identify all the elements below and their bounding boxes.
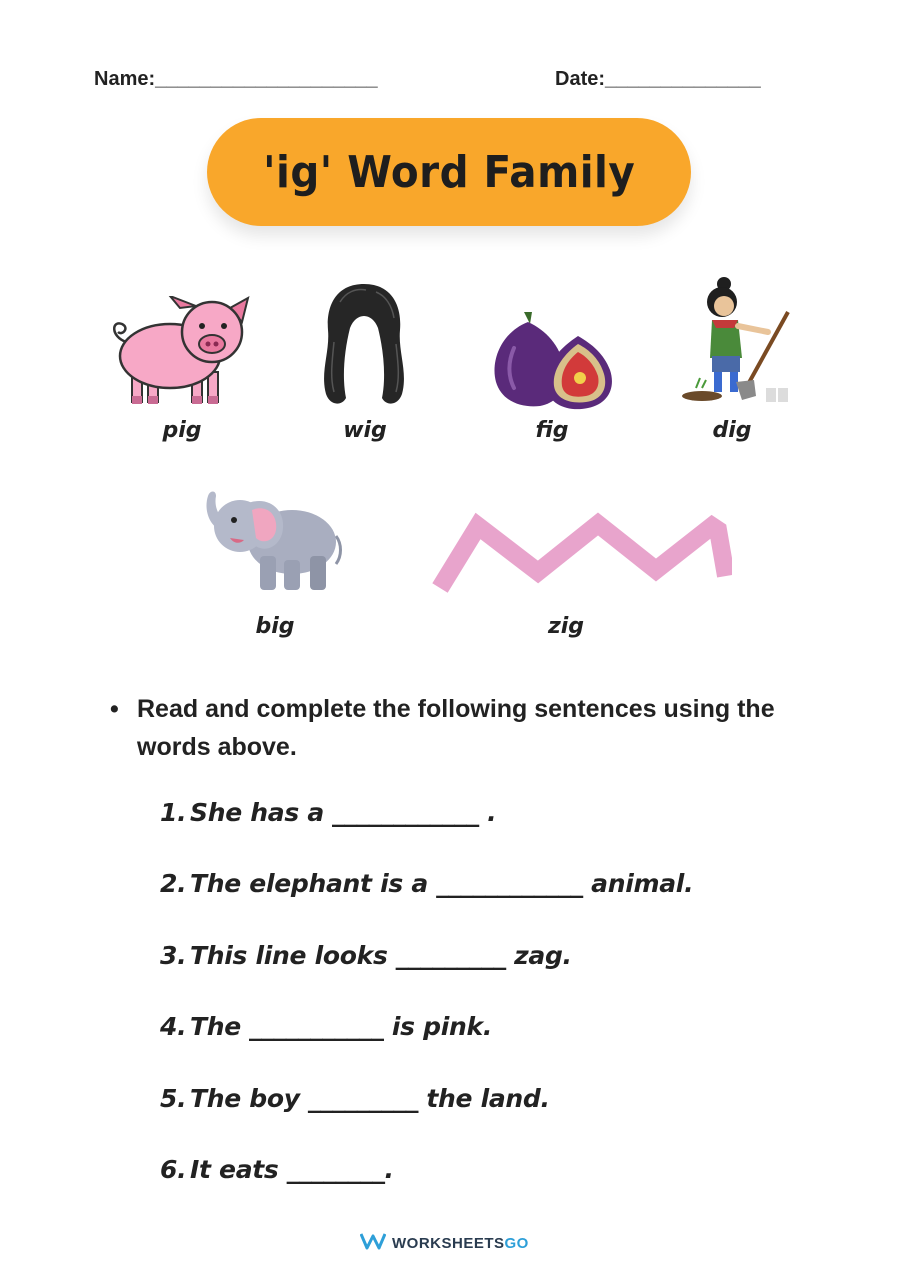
question-number: 1.	[160, 798, 187, 827]
question-3	[160, 941, 572, 970]
question-text: This line looks _________ zag.	[190, 941, 572, 970]
name-field-label: Name:____________________	[94, 68, 378, 90]
question-5	[160, 1084, 550, 1113]
wig-icon	[316, 282, 412, 410]
question-number: 2.	[160, 869, 187, 898]
word-label-pig: pig	[162, 418, 202, 443]
question-2	[160, 869, 693, 898]
question-text: It eats ________.	[190, 1155, 394, 1184]
question-number: 5.	[160, 1084, 187, 1113]
date-field-label: Date:______________	[555, 68, 761, 90]
question-6	[160, 1155, 394, 1184]
word-label-wig: wig	[343, 418, 387, 443]
question-text: The elephant is a ____________ animal.	[190, 869, 694, 898]
word-label-dig: dig	[712, 418, 752, 443]
question-number: 6.	[160, 1155, 187, 1184]
question-text: The boy _________ the land.	[190, 1084, 550, 1113]
question-number: 4.	[160, 1012, 187, 1041]
instruction	[110, 690, 810, 766]
bullet-marker: •	[110, 695, 119, 723]
dig-icon	[676, 276, 792, 410]
footer-brand	[360, 1232, 529, 1254]
instruction-text: Read and complete the following sentences using the words above.	[137, 695, 775, 761]
word-label-fig: fig	[535, 418, 569, 443]
page-title: 'ig' Word Family	[262, 146, 636, 198]
question-1	[160, 798, 496, 827]
worksheetsgo-logo-icon	[360, 1232, 386, 1254]
zigzag-icon	[428, 508, 732, 600]
brand-accent: GO	[504, 1234, 529, 1252]
fig-icon	[490, 308, 620, 414]
question-4	[160, 1012, 492, 1041]
title-banner	[207, 118, 691, 226]
word-label-zig: zig	[547, 614, 585, 639]
elephant-icon	[196, 486, 346, 596]
pig-icon	[104, 296, 254, 411]
question-number: 3.	[160, 941, 187, 970]
question-text: She has a ____________ .	[190, 798, 497, 827]
question-text: The ___________ is pink.	[190, 1012, 493, 1041]
brand-main: WORKSHEETS	[392, 1234, 505, 1252]
word-label-big: big	[255, 614, 295, 639]
